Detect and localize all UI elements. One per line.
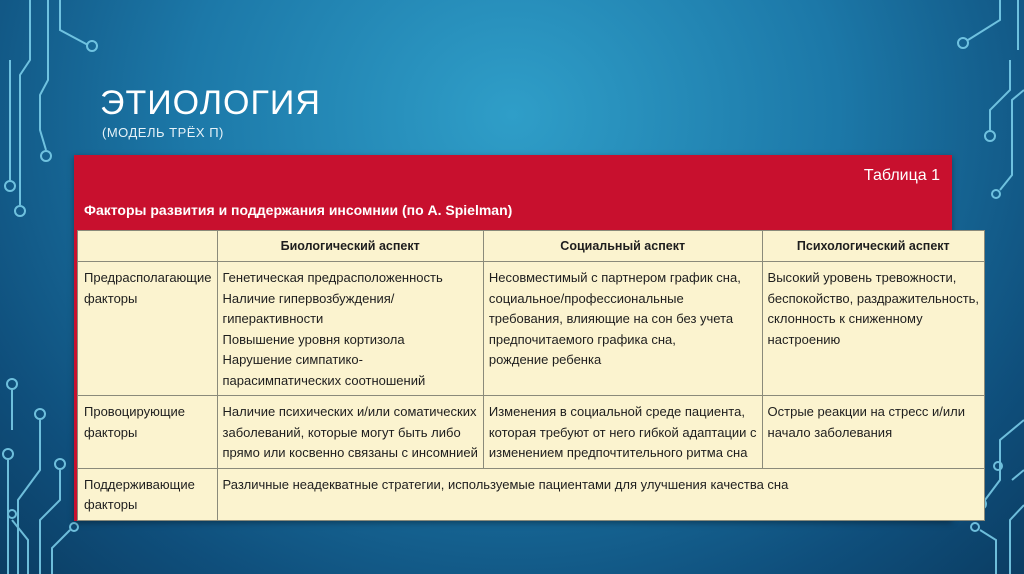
cell-line: Различные неадекватные стратегии, используемые пациентами для улучшения качества сна xyxy=(222,476,789,492)
cell-social xyxy=(483,396,762,469)
cell-line: беспокойство, раздражительность, xyxy=(767,290,980,306)
header-biological: Биологический аспект xyxy=(217,231,483,262)
cell-line: предпочитаемого графика сна, xyxy=(488,331,676,347)
cell-line: рождение ребенка xyxy=(488,352,602,367)
cell-line: Генетическая предрасположенность xyxy=(222,270,443,285)
cell-line: начало заболевания xyxy=(767,424,893,440)
cell-line: Повышение уровня кортизола xyxy=(222,331,405,347)
row-label-line: факторы xyxy=(84,290,138,306)
cell-line: гиперактивности xyxy=(222,311,324,326)
cell-line: Наличие психических и/или соматических xyxy=(222,404,477,419)
table-number: Таблица 1 xyxy=(863,167,940,184)
table-row-predisposing xyxy=(78,262,985,396)
cell-line: изменением предпочтительного ритма сна xyxy=(488,445,748,460)
cell-line: заболеваний, которые могут быть либо xyxy=(222,424,461,440)
row-label-line: Поддерживающие xyxy=(84,476,195,492)
table-panel xyxy=(74,155,980,521)
slide-title: ЭТИОЛОГИЯ xyxy=(100,84,321,122)
table-header-row xyxy=(78,231,985,262)
row-label xyxy=(78,396,218,469)
cell-line: требования, влияющие на сон без учета xyxy=(488,311,734,326)
cell-line: парасимпатических соотношений xyxy=(222,372,426,388)
cell-psychological xyxy=(762,262,985,396)
row-label xyxy=(78,468,218,520)
cell-line: Высокий уровень тревожности, xyxy=(767,270,957,285)
table-caption: Факторы развития и поддержания инсомнии (по A. Spielman) xyxy=(84,202,513,218)
factors-table xyxy=(77,230,985,521)
cell-line: настроению xyxy=(767,331,841,347)
cell-merged xyxy=(217,468,985,520)
cell-line: Изменения в социальной среде пациента, xyxy=(488,404,745,419)
header-empty xyxy=(78,231,218,262)
table-row-provoking xyxy=(78,396,985,469)
row-label-line: Предрасполагающие xyxy=(84,270,212,285)
cell-biological xyxy=(217,396,483,469)
slide-subtitle: (МОДЕЛЬ ТРЁХ П) xyxy=(102,125,224,140)
cell-line: Наличие гипервозбуждения/ xyxy=(222,290,395,306)
row-label-line: Провоцирующие xyxy=(84,404,186,419)
cell-line: Несовместимый с партнером график сна, xyxy=(488,270,741,285)
header-social: Социальный аспект xyxy=(483,231,762,262)
cell-biological xyxy=(217,262,483,396)
cell-social xyxy=(483,262,762,396)
header-psychological: Психологический аспект xyxy=(762,231,985,262)
cell-line: Острые реакции на стресс и/или xyxy=(767,404,966,419)
cell-line: прямо или косвенно связаны с инсомнией xyxy=(222,445,478,460)
cell-line: которая требуют от него гибкой адаптации с xyxy=(488,424,757,440)
row-label-line: факторы xyxy=(84,424,138,440)
table-row-maintaining xyxy=(78,468,985,520)
cell-psychological xyxy=(762,396,985,469)
row-label xyxy=(78,262,218,396)
cell-line: социальное/профессиональные xyxy=(488,290,684,306)
row-label-line: факторы xyxy=(84,497,138,512)
cell-line: Нарушение симпатико- xyxy=(222,352,363,367)
cell-line: склонность к сниженному xyxy=(767,311,923,326)
